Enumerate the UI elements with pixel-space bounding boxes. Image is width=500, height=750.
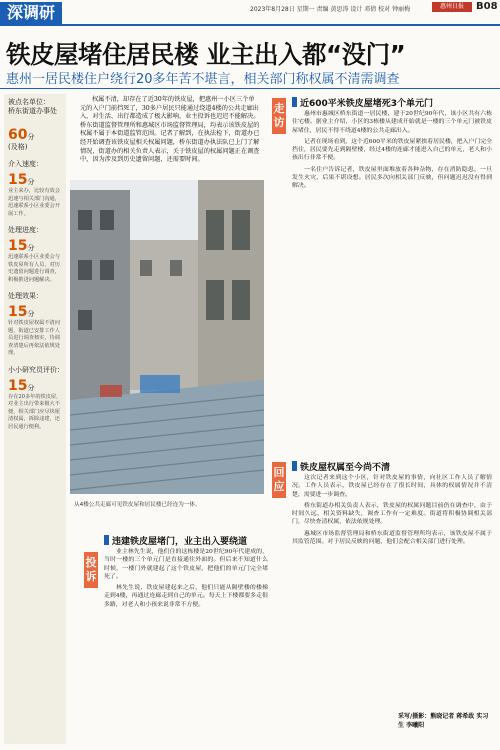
divider: [0, 88, 500, 89]
paragraph: 林先生说，铁皮屋建起来之后，他们只能从隔壁楼的楼梯走到4楼，再通过连廊走到自己的单元。每天上下楼都要多走很多路，对老人和小孩来说非常不方便。: [104, 585, 268, 608]
score-item-unit: 分: [27, 383, 35, 392]
score-item-title: 处理进度：: [8, 226, 43, 234]
lead-paragraph: 权属不清，却存在了近30年的铁皮屋，把惠州一小区三个单元的入户门前挡死了，30多户居民只能通过绕道4楼的公共走廊出入，对生活、出行都造成了极大影响，业主投诉也迟迟不能解决。桥东街道监督管理所和惠城区市场监督管理局，均表示该铁皮屋的权属不属于本街道监管范围。记者了解到，在执法检下，街道办已经开始调查该铁皮屋相关权属问题，桥东街道办执法队已上门了解情况，街道办的相关负责人表示，关于铁皮屋的权属问题正在调查中，因为涉及到历史遗留问题，还需要时间。: [80, 96, 260, 164]
subheadline: 惠州一居民楼住户绕行20多年苦不堪言，相关部门称权属不清需调查: [6, 72, 400, 87]
paragraph: 惠州市惠城区桥东街道一居民楼，建于20世纪90年代，该小区共有六栋住宅楼。据业主介绍，小区的3栋楼从建成开始就是一楼的三个单元门被铁皮屋堵住，居民不得不绕道4楼的公共走廊出入。: [292, 111, 492, 134]
score-item-unit: 分: [27, 244, 35, 252]
total-score-note: (及格): [8, 143, 28, 151]
section-body: [292, 474, 492, 546]
photo-caption: 从4楼公共走廊可见铁皮屋和居民楼已经连为一体。: [74, 502, 201, 508]
section-tag-complaint: 投诉: [84, 552, 98, 588]
score-sidebar: [4, 94, 66, 744]
issue-meta: 2023年8月28日 星期一 责编 黄思涛 设计 邓倩 校对 钟丽梅: [250, 6, 411, 13]
score-item-text: 迅速联系小区业委会与铁皮屋所有人员，对历史遗留问题进行调查，积极推进问题解决。: [8, 254, 60, 283]
score-item-unit: 分: [27, 310, 35, 318]
paragraph: 桥东街道办相关负责人表示，铁皮屋的权属问题目前仍在调查中，由于时间久远，相关资料缺失，调查工作有一定难度。街道将积极协调相关部门，尽快查清权属，依法依规处理。: [292, 502, 492, 526]
byline: 采写/摄影：熊晓记者 蒋希政 实习生 李曦阳: [398, 713, 489, 729]
score-item-value: 15: [8, 172, 28, 188]
reporter-unit: 桥东街道办事处: [8, 107, 57, 115]
section-title: 近600平米铁皮屋堵死3个单元门: [300, 99, 434, 109]
paper-badge: 惠州日报: [432, 2, 472, 12]
headline: 铁皮屋堵住居民楼 业主出入都“没门”: [6, 40, 406, 69]
alley-photo-illustration: [70, 180, 264, 494]
section-body: [292, 110, 492, 191]
section-tag-response: 回应: [272, 462, 286, 498]
score-item-value: 15: [8, 377, 28, 394]
section-title: 铁皮屋权属至今尚不清: [300, 463, 391, 473]
section-body: [104, 548, 268, 609]
score-item-title: 介入速度：: [8, 160, 43, 168]
section-tag: 深调研: [0, 2, 62, 24]
paragraph: 这次记者来到这个小区，针对铁皮屋的事情，向社区工作人员了解情况。工作人员表示，铁皮屋已经存在了很长时间，具体的权属情况并不清楚，需要进一步调查。: [292, 475, 492, 498]
section-bar: [104, 535, 109, 545]
masthead: [0, 0, 500, 32]
score-item-unit: 分: [27, 178, 35, 186]
paragraph: 业主林先生说，他们住的这栋楼是20世纪90年代建成的，当时一楼的三个单元门是直接通往外面的。但后来不知道什么时候，一楼门外就建起了这个铁皮屋，把他们的单元门完全堵死了。: [104, 549, 268, 580]
score-item: [8, 226, 64, 284]
paragraph: 记者在现场看到，这个近600平米的铁皮屋紧挨着居民楼，把入户门完全挡住，居民要先走到隔壁楼，经过4楼的连廊才能进入自己的单元，老人和小孩出行非常不便。: [292, 138, 492, 162]
paragraph: 惠城区市场监督管理局和桥东街道监督管理所均表示，该铁皮屋不属于其监管范围。对于居民反映的问题，他们会配合相关部门进行处理。: [292, 530, 492, 546]
score-item-value: 15: [8, 304, 28, 320]
reporter-label: 被点名单位：: [8, 98, 50, 106]
section-bar: [292, 97, 297, 107]
score-item: [8, 160, 64, 218]
score-item-value: 15: [8, 238, 28, 254]
total-score: [8, 124, 64, 143]
paragraph: 一名住户告诉记者，铁皮屋里面堆放着各种杂物，存在消防隐患，一旦发生火灾，后果不堪设想。居民多次向相关部门反映，但问题迟迟没有得到解决。: [292, 166, 492, 190]
score-item-text: 业主来办，比较有效会迅速与相关部门沟通，迅速联系小区业委会开展工作。: [8, 188, 60, 217]
score-item-title: 小小研究员评价：: [8, 365, 64, 374]
score-item-text: 针对铁皮屋权属不清问题，街道已安排工作人员进行调查核实，待调查清楚后再依法依规处理。: [8, 320, 60, 356]
score-item: [8, 366, 64, 432]
total-score-value: 60: [8, 127, 28, 143]
total-score-unit: 分: [27, 133, 35, 141]
masthead-rule: [0, 24, 500, 26]
score-item: [8, 292, 64, 358]
page-number: B08: [476, 1, 498, 12]
score-item-title: 处理效果：: [8, 292, 43, 300]
section-tag-visit: 走访: [272, 98, 286, 134]
score-item-text: 存在20多年的铁皮屋，对业主出行带来极大不便，相关部门应尽快厘清权属，拆除违建，还居民通行便利。: [8, 393, 62, 430]
section-bar: [292, 461, 297, 471]
news-photo: [70, 180, 264, 494]
section-title: 违建铁皮屋堵门，业主出入要绕道: [112, 537, 248, 547]
